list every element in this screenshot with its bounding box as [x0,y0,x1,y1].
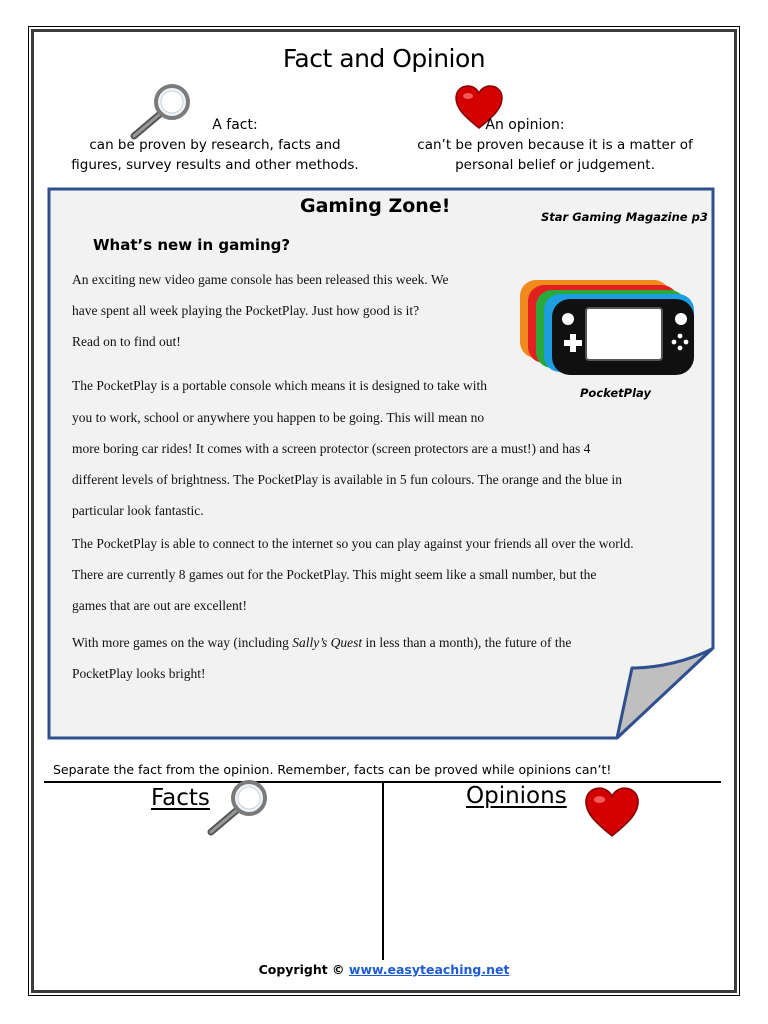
article-subtitle: What’s new in gaming? [93,236,291,254]
article-title: Gaming Zone! [300,195,451,217]
fact-heading: A fact: [212,117,258,133]
article-line: you to work, school or anywhere you happen to be going. This will mean no [72,410,485,425]
opinion-heading: An opinion: [485,117,565,133]
article-line: particular look fantastic. [72,503,204,518]
article-last-post: in less than a month), the future of the [362,635,572,650]
magnifying-glass-icon [203,780,273,836]
article-line: PocketPlay looks bright! [72,666,206,681]
game-title: Sally’s Quest [292,635,363,650]
article-line: Read on to find out! [72,334,181,349]
article-line: The PocketPlay is able to connect to the internet so you can play against your friends all over the world. [72,536,634,551]
article-last-pre: With more games on the way (including [72,635,293,650]
article-line: An exciting new video game console has been released this week. We [72,272,449,287]
opinion-def-line2: personal belief or judgement. [455,157,655,173]
heart-icon [583,786,641,838]
page-title: Fact and Opinion [282,44,486,73]
divider-vertical [382,782,384,960]
opinion-def-line1: can’t be proven because it is a matter of [417,137,693,153]
pocketplay-console-image [518,278,698,378]
article-line: different levels of brightness. The PocketPlay is available in 5 fun colours. The orange and the blue in [72,472,622,487]
article-line: The PocketPlay is a portable console which means it is designed to take with [72,378,488,393]
article-source: Star Gaming Magazine p3 [541,210,708,224]
opinions-heading: Opinions [466,783,567,809]
article-line: have spent all week playing the PocketPlay. Just how good is it? [72,303,420,318]
instruction-text: Separate the fact from the opinion. Remember, facts can be proved while opinions can’t! [53,762,612,777]
image-caption: PocketPlay [580,386,651,400]
copyright-text: Copyright © [258,962,349,977]
website-link[interactable]: www.easyteaching.net [348,962,510,977]
fact-def-line2: figures, survey results and other methods. [71,157,359,173]
facts-heading: Facts [151,785,210,811]
article-line: more boring car rides! It comes with a screen protector (screen protectors are a must!) and has 4 [72,441,591,456]
article-line: games that are out are excellent! [72,598,248,613]
article-line: There are currently 8 games out for the PocketPlay. This might seem like a small number, but the [72,567,597,582]
footer [0,962,768,977]
article-line-last [72,635,571,651]
fact-def-line1: can be proven by research, facts and [89,137,341,153]
